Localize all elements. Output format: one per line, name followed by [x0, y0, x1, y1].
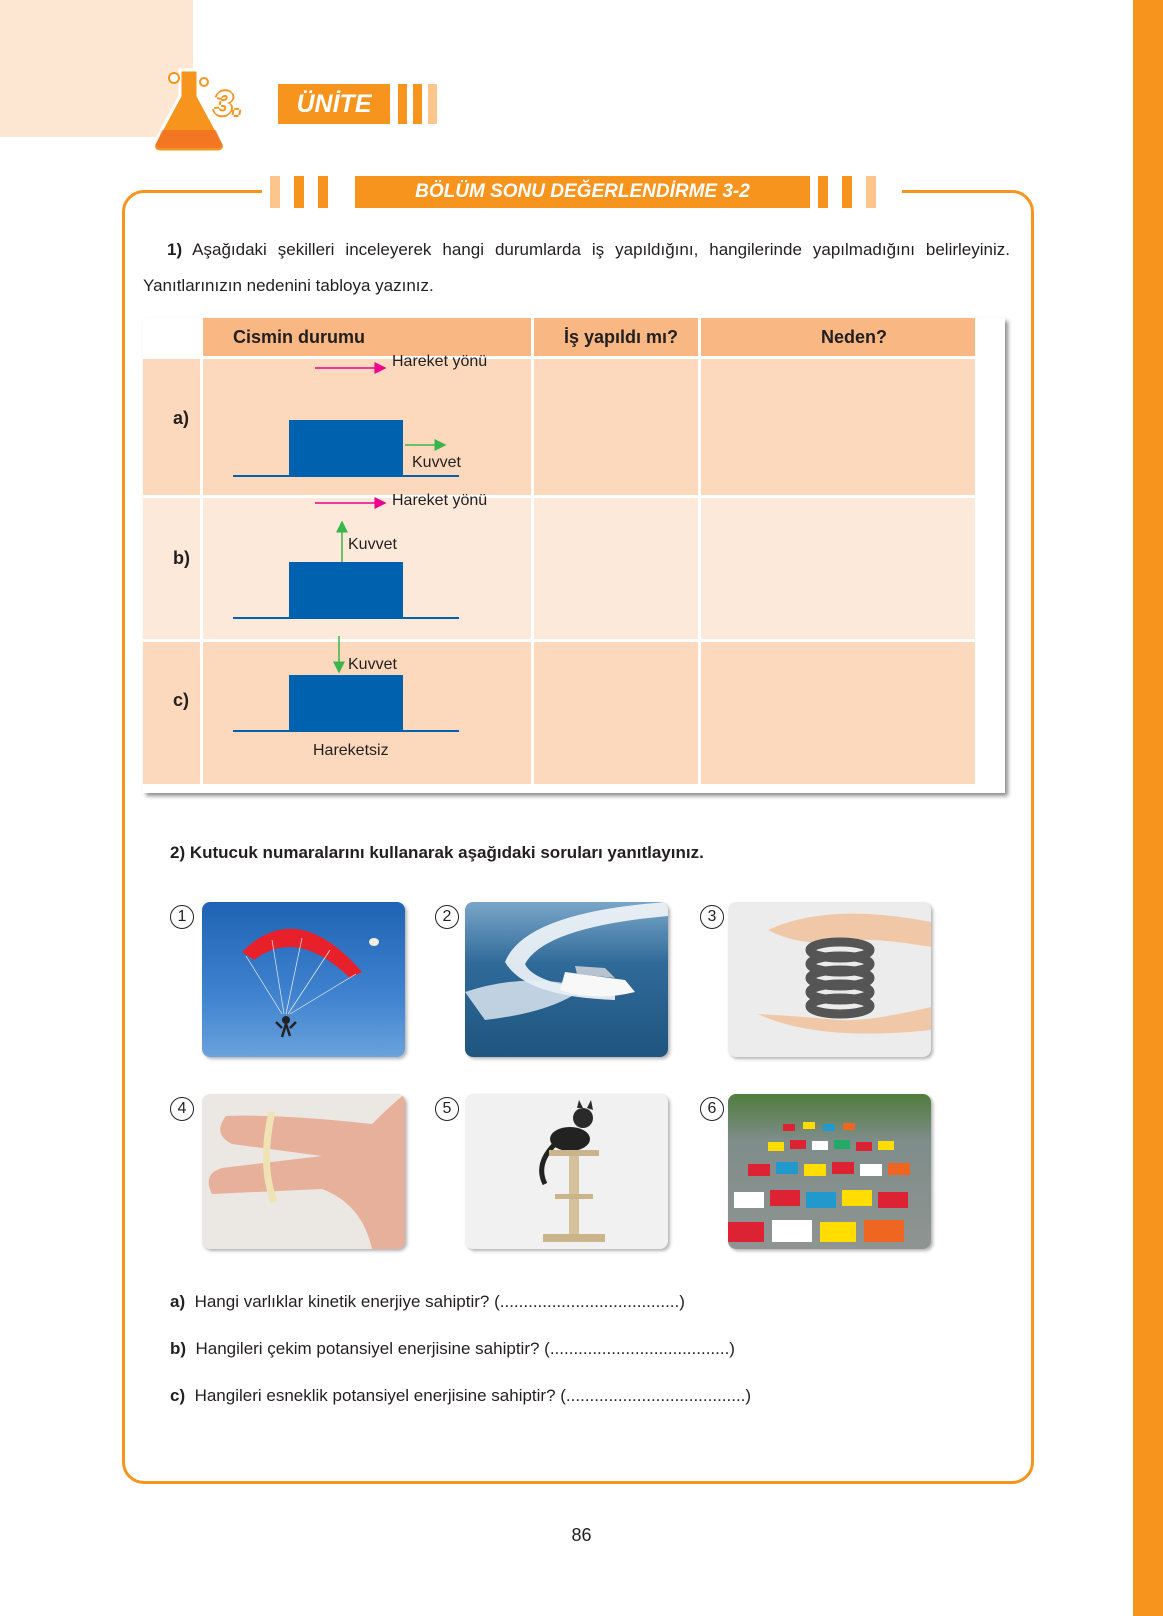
- question-text: Hangileri çekim potansiyel enerjisine sahiptir? (......................................): [195, 1339, 735, 1358]
- state-label: Hareketsiz: [313, 742, 389, 759]
- page-number: 86: [571, 1525, 592, 1545]
- work-table: [143, 318, 1005, 793]
- speedboat-photo: [465, 902, 668, 1057]
- race-cars-photo: [728, 1094, 931, 1249]
- row-label: a): [173, 408, 190, 428]
- question-line-b: [170, 1339, 735, 1359]
- force-diagrams: [143, 318, 1005, 793]
- deco-bar: [818, 176, 828, 208]
- section-title: BÖLÜM SONU DEĞERLENDİRME 3-2: [355, 176, 810, 208]
- parachute-photo: [202, 902, 405, 1057]
- table-header-work: İş yapıldı mı?: [534, 318, 698, 356]
- motion-label: Hareket yönü: [392, 353, 488, 370]
- row-label: c): [173, 690, 190, 710]
- page-edge-stripe: [1133, 0, 1163, 1616]
- question-label: c): [170, 1386, 186, 1405]
- unit-number: 3.: [213, 85, 243, 123]
- motion-label: Hareket yönü: [392, 492, 488, 509]
- question-1-body: Aşağıdaki şekilleri inceleyerek hangi durumlarda iş yapıldığını, hangilerinde yapılmadığını belirleyiniz. Yanıtlarınızın nedenini tabloya yazınız.: [143, 240, 1010, 295]
- row-label: b): [173, 548, 190, 568]
- block: [289, 562, 403, 618]
- photo-number: 3: [700, 905, 724, 929]
- unit-label: ÜNİTE: [278, 84, 390, 124]
- block: [289, 420, 403, 476]
- force-label: Kuvvet: [348, 536, 397, 553]
- deco-bar: [270, 176, 280, 208]
- photo-number: 2: [435, 905, 459, 929]
- question-label: a): [170, 1292, 186, 1311]
- rubber-band-photo: [202, 1094, 405, 1249]
- question-text: Hangi varlıklar kinetik enerjiye sahiptir? (......................................): [194, 1292, 685, 1311]
- cat-photo: [465, 1094, 668, 1249]
- deco-bar: [413, 84, 422, 124]
- deco-bar: [398, 84, 407, 124]
- question-line-c: [170, 1386, 751, 1406]
- question-text: Hangileri esneklik potansiyel enerjisine sahiptir? (......................................): [194, 1386, 752, 1405]
- question-1-number: 1): [167, 240, 183, 259]
- deco-bar: [318, 176, 328, 208]
- force-label: Kuvvet: [412, 454, 461, 471]
- question-line-a: [170, 1292, 685, 1312]
- photo-number: 6: [700, 1097, 724, 1121]
- table-header-state: Cismin durumu: [203, 318, 531, 356]
- force-label: Kuvvet: [348, 656, 397, 673]
- question-1-text: [143, 232, 1010, 304]
- deco-bar: [294, 176, 304, 208]
- deco-bar: [842, 176, 852, 208]
- spring-photo: [728, 902, 931, 1057]
- table-header-reason: Neden?: [701, 318, 975, 356]
- photo-number: 4: [170, 1097, 194, 1121]
- deco-bar: [866, 176, 876, 208]
- photo-number: 1: [170, 905, 194, 929]
- photo-number: 5: [435, 1097, 459, 1121]
- question-label: b): [170, 1339, 187, 1358]
- question-2-title: 2) Kutucuk numaralarını kullanarak aşağıdaki soruları yanıtlayınız.: [170, 843, 704, 862]
- deco-bar: [428, 84, 437, 124]
- block: [289, 675, 403, 731]
